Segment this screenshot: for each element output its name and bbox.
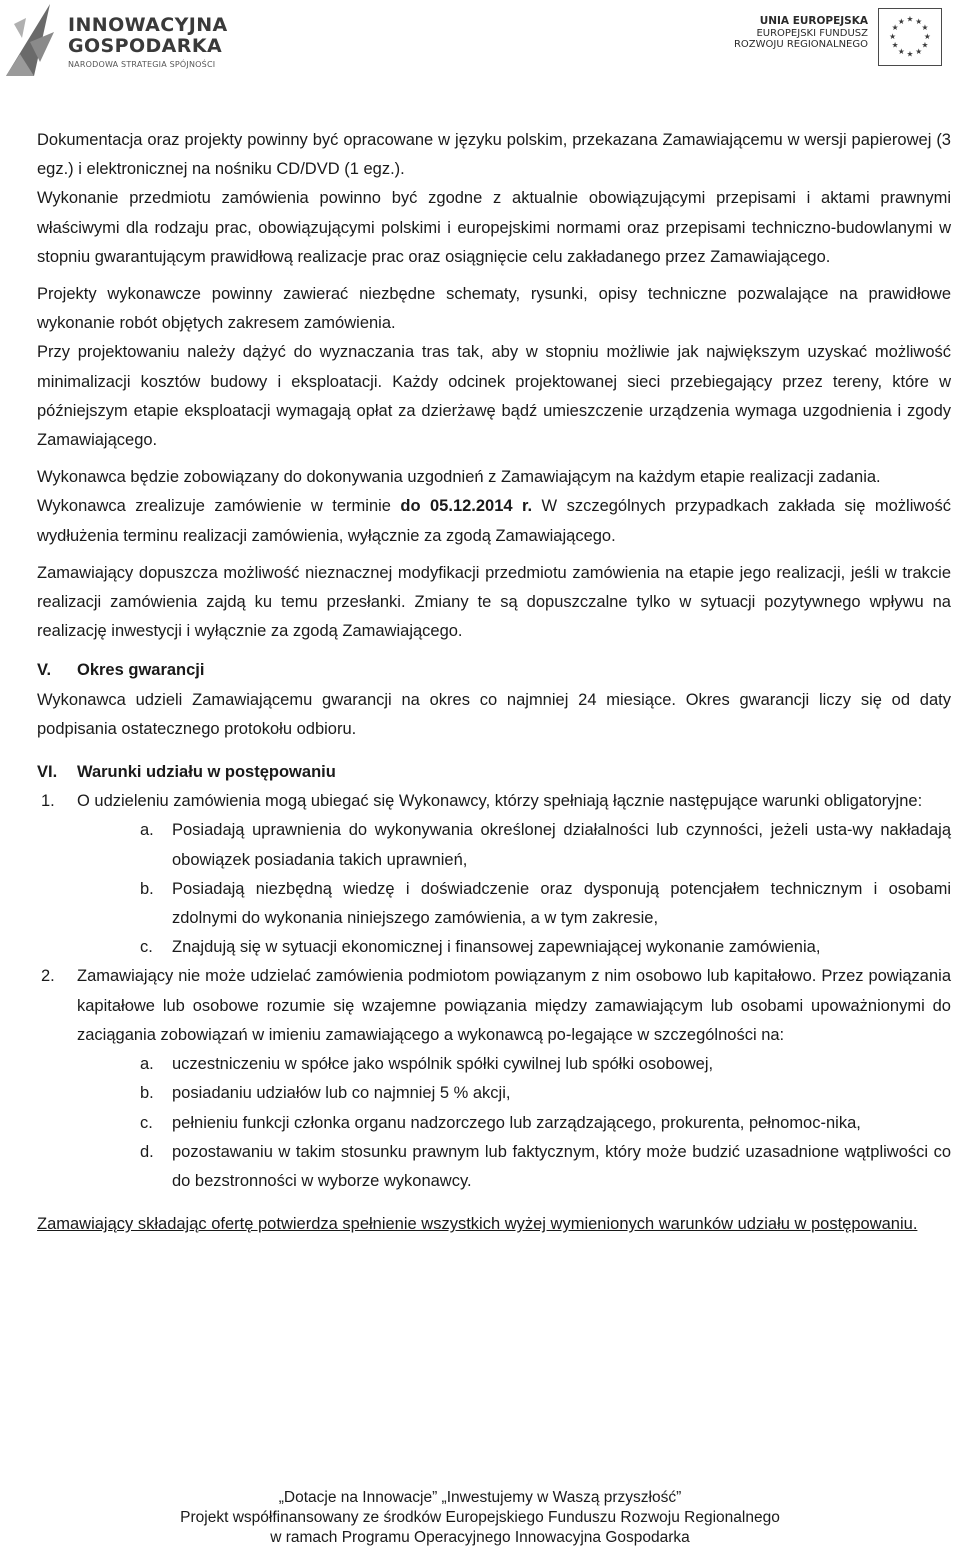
svg-text:★: ★ bbox=[915, 46, 923, 56]
paragraph-warranty: Wykonawca udzieli Zamawiającemu gwarancji na okres co najmniej 24 miesiące. Okres gwarancji liczy się od daty podpisania ostatecznego protokołu odbioru. bbox=[37, 690, 951, 738]
sub-list-item bbox=[37, 1138, 951, 1196]
paragraph-deadline bbox=[37, 492, 951, 550]
innowacyjna-gospodarka-logo bbox=[4, 2, 254, 78]
sub-item-letter: a. bbox=[140, 821, 154, 840]
logo-line-3: NARODOWA STRATEGIA SPÓJNOŚCI bbox=[68, 60, 216, 69]
list-item-number: 2. bbox=[41, 967, 55, 986]
list-item-text: Zamawiający nie może udzielać zamówienia podmiotom powiązanym z nim osobowo lub kapitałowo. Przez powiązania kapitałowe lub osobowe rozumie się wzajemne powiązania między zamawiającym lub osobami upoważnionymi do zaciągania zobowiązań w imieniu zamawiającego a wykonawcą po-legające w szczególności na: bbox=[77, 967, 951, 1044]
sub-item-text: Posiadają niezbędną wiedzę i doświadczenie oraz dysponują potencjałem technicznym i osobami zdolnymi do wykonania niniejszego zamówienia, a w tym zakresie, bbox=[172, 879, 951, 928]
svg-text:★: ★ bbox=[923, 31, 931, 41]
sub-item-text: Posiadają uprawnienia do wykonywania określonej działalności lub czynności, jeżeli usta-wy nakładają obowiązek posiadania takich uprawnień, bbox=[172, 821, 951, 869]
eu-flag-icon bbox=[878, 8, 942, 66]
sub-list-item bbox=[37, 933, 951, 962]
sub-list-item bbox=[37, 1109, 951, 1138]
sub-item-letter: c. bbox=[140, 938, 153, 957]
section-number: V. bbox=[37, 661, 52, 680]
eu-line-3: ROZWOJU REGIONALNEGO bbox=[733, 38, 868, 50]
sub-item-letter: c. bbox=[140, 1113, 153, 1132]
section-heading-warranty bbox=[37, 656, 951, 685]
sub-list-item bbox=[37, 875, 951, 933]
section-heading-conditions bbox=[37, 758, 951, 787]
list-item-number: 1. bbox=[41, 792, 55, 811]
svg-text:★: ★ bbox=[891, 23, 899, 33]
eu-line-1: UNIA EUROPEJSKA bbox=[759, 15, 868, 27]
sub-item-text: uczestniczeniu w spółce jako wspólnik spółki cywilnej lub spółki osobowej, bbox=[172, 1055, 714, 1074]
sub-list-item bbox=[37, 816, 951, 874]
paragraph-modifications: Zamawiający dopuszcza możliwość nieznacznej modyfikacji przedmiotu zamówienia na etapie jego realizacji, jeśli w trakcie realizacji zamówienia zajdą ku temu przesłanki. Zmiany te są dopuszczalne tylko w sytuacji pozytywnego wpływu na realizację inwestycji i wyłącznie za zgodą Zamawiającego. bbox=[37, 563, 951, 641]
svg-text:★: ★ bbox=[906, 49, 914, 59]
paragraph-agreements: Wykonawca będzie zobowiązany do dokonywania uzgodnień z Zamawiającym na każdym etapie realizacji zadania. bbox=[37, 468, 881, 487]
sub-item-letter: b. bbox=[140, 879, 154, 898]
paragraph-design: Przy projektowaniu należy dążyć do wyznaczania tras tak, aby w stopniu możliwie jak największym uzyskać możliwość minimalizacji kosztów budowy i eksploatacji. Każdy odcinek projektowanej sieci przebiegający przez tereny, które w późniejszym etapie eksploatacji wymagają opłat za dzierżawę bądź umieszczenie urządzenia wymaga uzgodnienia i zgody Zamawiającego. bbox=[37, 343, 951, 450]
sub-item-letter: a. bbox=[140, 1055, 154, 1074]
svg-text:★: ★ bbox=[906, 14, 914, 24]
page-header bbox=[0, 0, 960, 80]
paragraph-projects: Projekty wykonawcze powinny zawierać niezbędne schematy, rysunki, opisy techniczne pozwalające na prawidłowe wykonanie robót objętych zakresem zamówienia. bbox=[37, 285, 951, 333]
svg-text:★: ★ bbox=[897, 46, 905, 56]
deadline-text-post: W szczególnych przypadkach zakłada się możliwość wydłużenia terminu realizacji zamówienia, wyłącznie za zgodą Zamawiającego. bbox=[37, 497, 951, 545]
sub-list-item bbox=[37, 1079, 951, 1108]
footer-slogan: „Dotacje na Innowacje” „Inwestujemy w Waszą przyszłość” bbox=[278, 1489, 682, 1506]
document-body bbox=[37, 126, 951, 1239]
logo-line-2: GOSPODARKA bbox=[68, 35, 223, 57]
sub-item-letter: d. bbox=[140, 1142, 154, 1161]
paragraph-execution: Wykonanie przedmiotu zamówienia powinno być zgodne z aktualnie obowiązującymi przepisami i aktami prawnymi właściwymi dla rodzaju prac, obowiązującymi polskimi i europejskimi normami oraz przepisami techniczno-budowlanymi w stopniu gwarantującym prawidłową realizacje prac oraz osiągnięcie celu zakładanego przez Zamawiającego. bbox=[37, 189, 951, 266]
paragraph-documentation: Dokumentacja oraz projekty powinny być opracowane w języku polskim, przekazana Zamawiającemu w wersji papierowej (3 egz.) i elektronicznej na nośniku CD/DVD (1 egz.). bbox=[37, 131, 951, 179]
svg-text:★: ★ bbox=[921, 23, 929, 33]
list-item-text: O udzieleniu zamówienia mogą ubiegać się Wykonawcy, którzy spełniają łącznie następujące warunki obligatoryjne: bbox=[77, 792, 923, 811]
sub-item-letter: b. bbox=[140, 1084, 154, 1103]
sub-item-text: pełnieniu funkcji członka organu nadzorczego lub zarządzającego, prokurenta, pełnomoc-nika, bbox=[172, 1113, 861, 1132]
sub-item-text: pozostawaniu w takim stosunku prawnym lub faktycznym, który może budzić uzasadnione wątpliwości co do bezstronności w wyborze wykonawcy. bbox=[172, 1142, 951, 1190]
sub-item-text: posiadaniu udziałów lub co najmniej 5 % akcji, bbox=[172, 1084, 511, 1103]
footer-programme: w ramach Programu Operacyjnego Innowacyjna Gospodarka bbox=[270, 1529, 690, 1546]
page-footer bbox=[0, 1488, 960, 1548]
section-number: VI. bbox=[37, 763, 58, 782]
sub-list-item bbox=[37, 1050, 951, 1079]
section-title: Warunki udziału w postępowaniu bbox=[77, 763, 336, 782]
list-item bbox=[37, 962, 951, 1050]
logo-mark-icon bbox=[4, 2, 56, 78]
sub-item-text: Znajdują się w sytuacji ekonomicznej i finansowej zapewniającej wykonanie zamówienia, bbox=[172, 938, 821, 957]
eu-line-2: EUROPEJSKI FUNDUSZ bbox=[756, 27, 868, 39]
deadline-text-pre: Wykonawca zrealizuje zamówienie w terminie bbox=[37, 497, 401, 516]
svg-text:★: ★ bbox=[891, 40, 899, 50]
section-title: Okres gwarancji bbox=[77, 661, 205, 680]
deadline-date: do 05.12.2014 r. bbox=[400, 497, 533, 516]
svg-text:★: ★ bbox=[915, 16, 923, 26]
footer-cofinancing: Projekt współfinansowany ze środków Europejskiego Funduszu Rozwoju Regionalnego bbox=[180, 1509, 780, 1526]
list-item bbox=[37, 787, 951, 816]
svg-text:★: ★ bbox=[921, 40, 929, 50]
eu-logo bbox=[700, 8, 942, 70]
conditions-list bbox=[37, 787, 951, 1196]
svg-text:★: ★ bbox=[889, 31, 897, 41]
svg-text:★: ★ bbox=[897, 16, 905, 26]
closing-statement: Zamawiający składając ofertę potwierdza spełnienie wszystkich wyżej wymienionych warunków udziału w postępowaniu. bbox=[37, 1215, 918, 1234]
logo-line-1: INNOWACYJNA bbox=[68, 14, 228, 36]
